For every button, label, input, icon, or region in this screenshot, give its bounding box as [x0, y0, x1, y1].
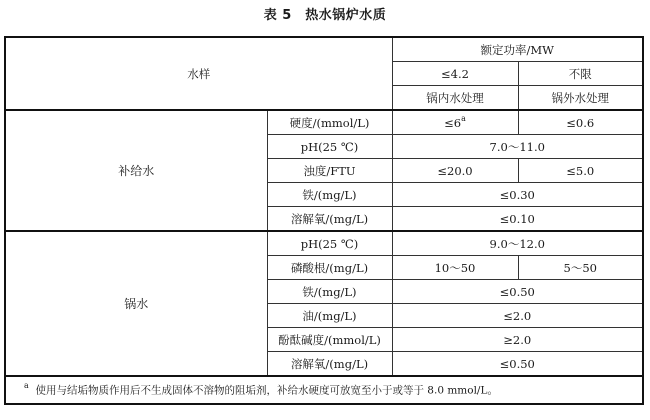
- header-power-col1: ≤4.2: [392, 62, 518, 86]
- param-cell: pH(25 ℃): [267, 135, 392, 159]
- group-label: 锅水: [5, 231, 267, 376]
- header-treatment-col1: 锅内水处理: [392, 86, 518, 111]
- value-cell-merged: ≤0.50: [392, 280, 643, 304]
- header-power-col2: 不限: [518, 62, 643, 86]
- param-cell: 铁/(mg/L): [267, 280, 392, 304]
- footnote: [5, 376, 643, 404]
- table-row: [5, 110, 643, 135]
- value-text: 10～50: [434, 260, 476, 275]
- value-cell-merged: ≥2.0: [392, 328, 643, 352]
- table-row: [5, 231, 643, 256]
- group-label: 补给水: [5, 110, 267, 231]
- value-cell-col1: [392, 256, 518, 280]
- value-cell-merged: ≤2.0: [392, 304, 643, 328]
- value-cell-merged: ≤0.30: [392, 183, 643, 207]
- footnote-ref: a: [461, 114, 466, 124]
- footnote-text: 使用与结垢物质作用后不生成固体不溶物的阻垢剂，补给水硬度可放宽至小于或等于 8.0 mmol/L。: [35, 384, 498, 397]
- param-cell: 溶解氧/(mg/L): [267, 352, 392, 377]
- param-cell: 磷酸根/(mg/L): [267, 256, 392, 280]
- water-quality-table: [4, 36, 644, 405]
- footnote-row: [5, 376, 643, 404]
- value-text: ≤20.0: [437, 163, 473, 178]
- param-cell: 浊度/FTU: [267, 159, 392, 183]
- param-cell: 油/(mg/L): [267, 304, 392, 328]
- value-cell-col1: [392, 159, 518, 183]
- param-cell: 溶解氧/(mg/L): [267, 207, 392, 232]
- param-cell: 铁/(mg/L): [267, 183, 392, 207]
- value-cell-col1: [392, 110, 518, 135]
- header-treatment-col2: 锅外水处理: [518, 86, 643, 111]
- param-cell: 酚酞碱度/(mmol/L): [267, 328, 392, 352]
- value-cell-col2: ≤0.6: [518, 110, 643, 135]
- header-rated-power: 额定功率/MW: [392, 37, 643, 62]
- param-cell: pH(25 ℃): [267, 231, 392, 256]
- footnote-marker: a: [24, 381, 29, 391]
- value-text: ≤6: [444, 115, 462, 130]
- value-cell-merged: 9.0～12.0: [392, 231, 643, 256]
- value-cell-merged: 7.0～11.0: [392, 135, 643, 159]
- value-cell-col2: ≤5.0: [518, 159, 643, 183]
- header-sample: 水样: [5, 37, 392, 110]
- value-cell-merged: ≤0.10: [392, 207, 643, 232]
- value-cell-col2: 5～50: [518, 256, 643, 280]
- table-title: 表 5 热水锅炉水质: [263, 8, 387, 23]
- value-cell-merged: ≤0.50: [392, 352, 643, 377]
- param-cell: 硬度/(mmol/L): [267, 110, 392, 135]
